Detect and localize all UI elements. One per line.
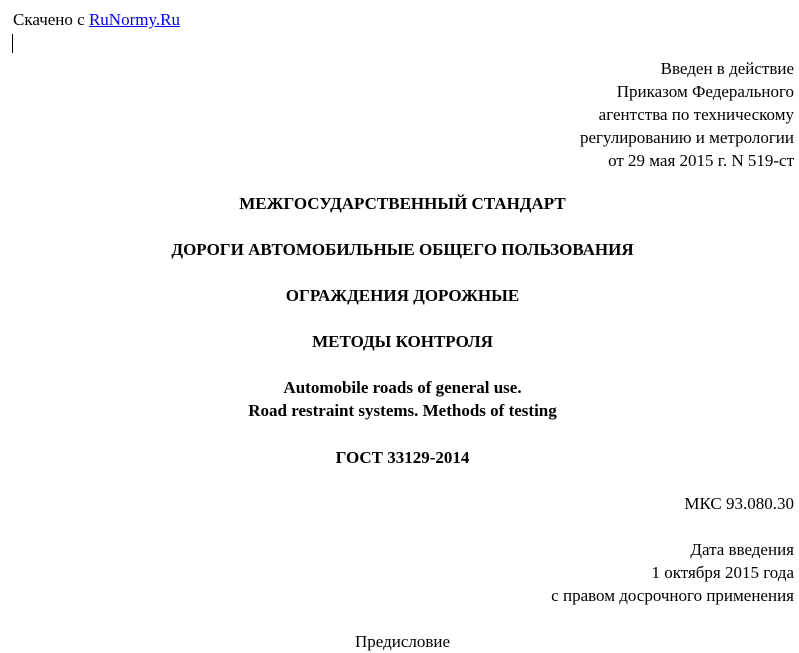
- enactment-line: регулированию и метрологии: [579, 128, 794, 147]
- effective-date-line: 1 октября 2015 года: [651, 563, 794, 582]
- enactment-line: Введен в действие: [660, 59, 794, 78]
- effective-date-block: [551, 538, 794, 607]
- title-line-3: МЕТОДЫ КОНТРОЛЯ: [312, 332, 493, 351]
- enactment-line: от 29 мая 2015 г. N 519-ст: [608, 151, 794, 170]
- standard-type-heading: МЕЖГОСУДАРСТВЕННЫЙ СТАНДАРТ: [239, 194, 566, 213]
- source-link[interactable]: RuNormy.Ru: [88, 10, 180, 29]
- enactment-line: агентства по техническому: [598, 105, 794, 124]
- source-line: [13, 9, 180, 31]
- mks-code: МКС 93.080.30: [684, 494, 794, 513]
- enactment-line: Приказом Федерального: [616, 82, 794, 101]
- english-title-line-1: Automobile roads of general use.: [283, 378, 522, 397]
- text-cursor: [12, 34, 13, 53]
- english-title-line-2: Road restraint systems. Methods of testing: [248, 401, 557, 420]
- enactment-block: [580, 57, 794, 172]
- source-prefix: Скачено с: [13, 10, 89, 29]
- title-line-1: ДОРОГИ АВТОМОБИЛЬНЫЕ ОБЩЕГО ПОЛЬЗОВАНИЯ: [171, 240, 634, 259]
- effective-date-line: с правом досрочного применения: [551, 586, 794, 605]
- title-line-2: ОГРАЖДЕНИЯ ДОРОЖНЫЕ: [285, 286, 520, 305]
- foreword-heading: Предисловие: [354, 632, 451, 651]
- effective-date-line: Дата введения: [690, 540, 794, 559]
- gost-number: ГОСТ 33129-2014: [335, 448, 470, 467]
